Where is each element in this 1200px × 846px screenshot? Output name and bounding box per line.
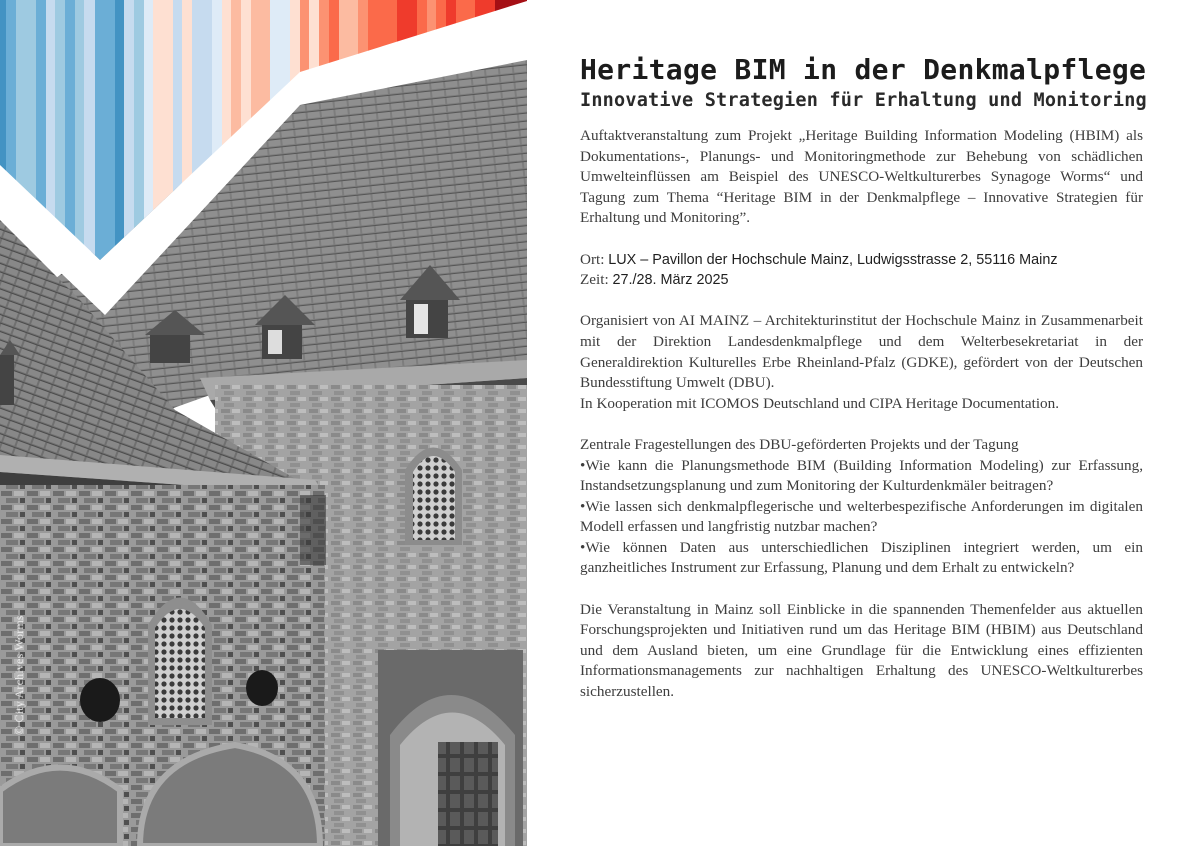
questions-block: [580, 435, 1143, 579]
closing-paragraph: Die Veranstaltung in Mainz soll Einblicke in die spannenden Themenfelder aus aktuellen Forschungsprojekten und Initiativen rund um das Heritage BIM (HBIM) aus Deutschland und dem Ausland bieten, um eine Grundlage für die Entwicklung eines effizienten Informationsmanagements zur nachhaltigen Erhaltung des UNESCO-Weltkulturerbes sicherzustellen.: [580, 600, 1143, 701]
organizers-paragraph: Organisiert von AI MAINZ – Architekturinstitut der Hochschule Mainz in Zusammenarbeit mit der Direktion Landesdenkmalpflege und dem Welterbesekretariat in der Generaldirektion Kulturelles Erbe Rheinland-Pfalz (GDKE), gefördert von der Deutschen Bundesstiftung Umwelt (DBU).: [580, 312, 1143, 392]
warming-stripe: [75, 0, 84, 270]
location-label: Ort:: [580, 250, 605, 268]
time-line: [580, 270, 1143, 291]
question-item: •Wie können Daten aus unterschiedlichen Disziplinen integriert werden, um ein ganzheitliches Instrument zur Erfassung, Planung und dem Erhalt zu entwickeln?: [580, 538, 1143, 577]
cooperation-line: In Kooperation mit ICOMOS Deutschland und CIPA Heritage Documentation.: [580, 394, 1060, 412]
question-item: •Wie kann die Planungsmethode BIM (Building Information Modeling) zur Erfassung, Instandsetzungsplanung und zum Monitoring der Kulturdenkmäler beitragen?: [580, 456, 1143, 495]
warming-stripe: [95, 0, 115, 270]
page-title: Heritage BIM in der Denkmalpflege: [580, 53, 1147, 86]
event-details: [580, 250, 1143, 291]
questions-heading: Zentrale Fragestellungen des DBU-geförderten Projekts und der Tagung: [580, 435, 1019, 453]
time-value: 27./28. März 2025: [612, 272, 729, 289]
text-panel: [580, 52, 1147, 723]
location-value: LUX – Pavillon der Hochschule Mainz, Ludwigsstrasse 2, 55116 Mainz: [608, 251, 1058, 268]
cover-image-panel: [0, 0, 527, 846]
photo-credit: © City Archives Worms: [12, 615, 26, 735]
warming-stripe: [115, 0, 124, 270]
intro-paragraph: Auftaktveranstaltung zum Projekt „Heritage Building Information Modeling (HBIM) als Dokumentations-, Planungs- und Monitoringmethode zur Behebung von schädlichen Umwelteinflüssen am Beispiel des UNESCO-Weltkulturerbes Synagoge Worms“ und Tagung zum Thema “Heritage BIM in der Denkmalpflege – Innovative Strategien für Erhaltung und Monitoring”.: [580, 127, 1143, 227]
location-line: [580, 250, 1143, 271]
page-subtitle: Innovative Strategien für Erhaltung und Monitoring: [580, 90, 1147, 111]
warming-stripe: [84, 0, 95, 270]
organizers-block: [580, 311, 1143, 414]
question-item: •Wie lassen sich denkmalpflegerische und welterbespezifische Anforderungen im digitalen Modell erfassen und langfristig nutzbar machen?: [580, 497, 1143, 536]
time-label: Zeit:: [580, 271, 609, 289]
